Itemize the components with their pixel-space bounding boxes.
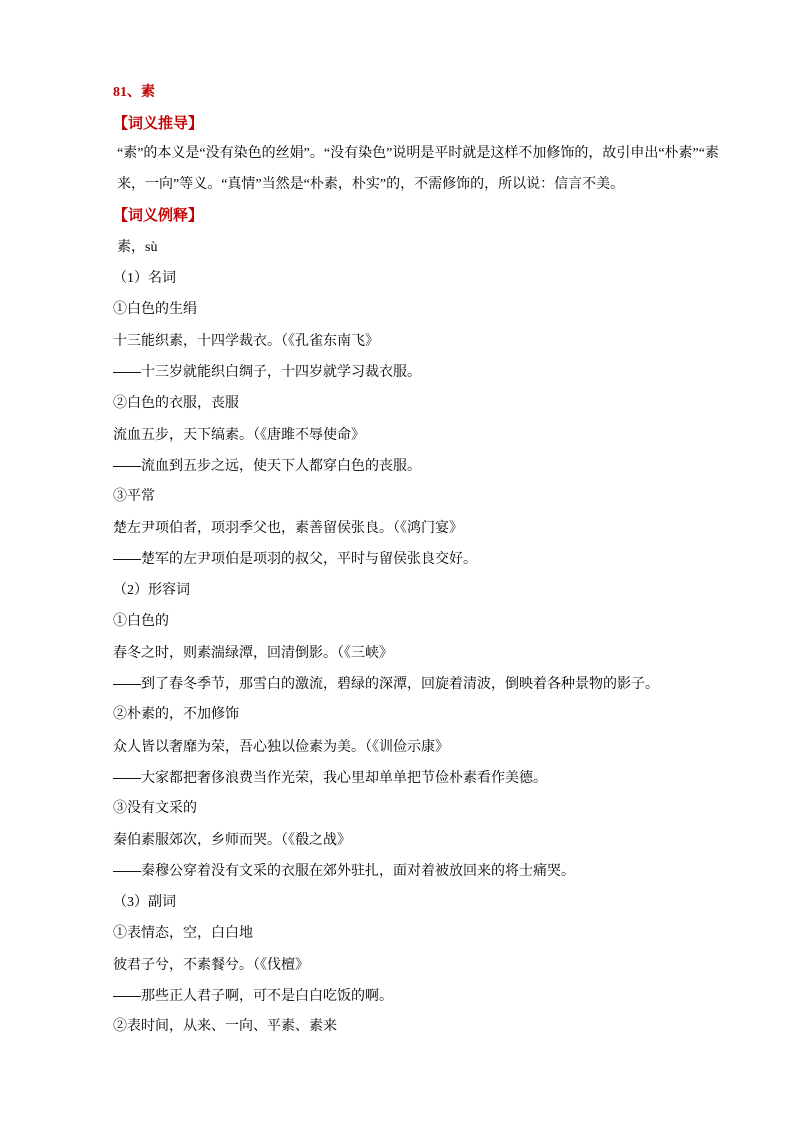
sense-definition: ③平常 [113,489,155,505]
part-of-speech-adjective: （2）形容词 [113,582,190,598]
sense-definition: ①白色的生绢 [113,301,197,317]
section-label-derivation: 【词义推导】 [113,115,204,133]
sense-definition: ①表情态，空，白白地 [113,925,253,941]
example-sentence: 楚左尹项伯者，项羽季父也，素善留侯张良。（《鸿门宴》 [113,519,463,536]
example-translation: ——十三岁就能织白绸子，十四岁就学习裁衣服。 [113,363,421,380]
example-translation: ——流血到五步之远，使天下人都穿白色的丧服。 [113,456,421,473]
example-sentence: 秦伯素服郊次，乡师而哭。（《殽之战》 [113,831,351,848]
sense-definition: ②朴素的，不加修饰 [113,707,239,723]
example-translation: ——到了春冬季节，那雪白的激流，碧绿的深潭，回旋着清波，倒映着各种景物的影子。 [113,675,659,692]
sense-definition: ③没有文采的 [113,800,197,816]
section-label-examples: 【词义例释】 [113,207,204,225]
example-sentence: 彼君子兮，不素餐兮。（《伐檀》 [113,955,309,972]
headword-pinyin: 素，sù [117,239,158,255]
example-translation: ——那些正人君子啊，可不是白白吃饭的啊。 [113,987,393,1004]
example-sentence: 流血五步，天下缟素。（《唐雎不辱使命》 [113,425,365,442]
derivation-paragraph: “素”的本义是“没有染色的丝娟”。“没有染色”说明是平时就是这样不加修饰的，故引申出“朴素”“素来，一向”等义。“真情”当然是“朴素，朴实”的，不需修饰的，所以说：信言不美。 [117,146,719,192]
sense-definition: ②表时间，从来、一向、平素、素来 [113,1019,337,1035]
part-of-speech-adverb: （3）副词 [113,894,176,910]
example-sentence: 春冬之时，则素湍绿潭，回清倒影。（《三峡》 [113,644,393,660]
example-translation: ——楚军的左尹项伯是项羽的叔父，平时与留侯张良交好。 [113,550,477,567]
part-of-speech-noun: （1）名词 [113,270,176,286]
entry-heading: 81、素 [113,85,155,100]
example-sentence: 众人皆以奢靡为荣，吾心独以俭素为美。（《训俭示康》 [113,737,449,754]
example-translation: ——大家都把奢侈浪费当作光荣，我心里却单单把节俭朴素看作美德。 [113,768,547,785]
sense-definition: ②白色的衣服，丧服 [113,395,239,411]
example-sentence: 十三能织素，十四学裁衣。（《孔雀东南飞》 [113,332,379,349]
example-translation: ——秦穆公穿着没有文采的衣服在郊外驻扎，面对着被放回来的将士痛哭。 [113,862,575,879]
sense-definition: ①白色的 [113,613,169,629]
